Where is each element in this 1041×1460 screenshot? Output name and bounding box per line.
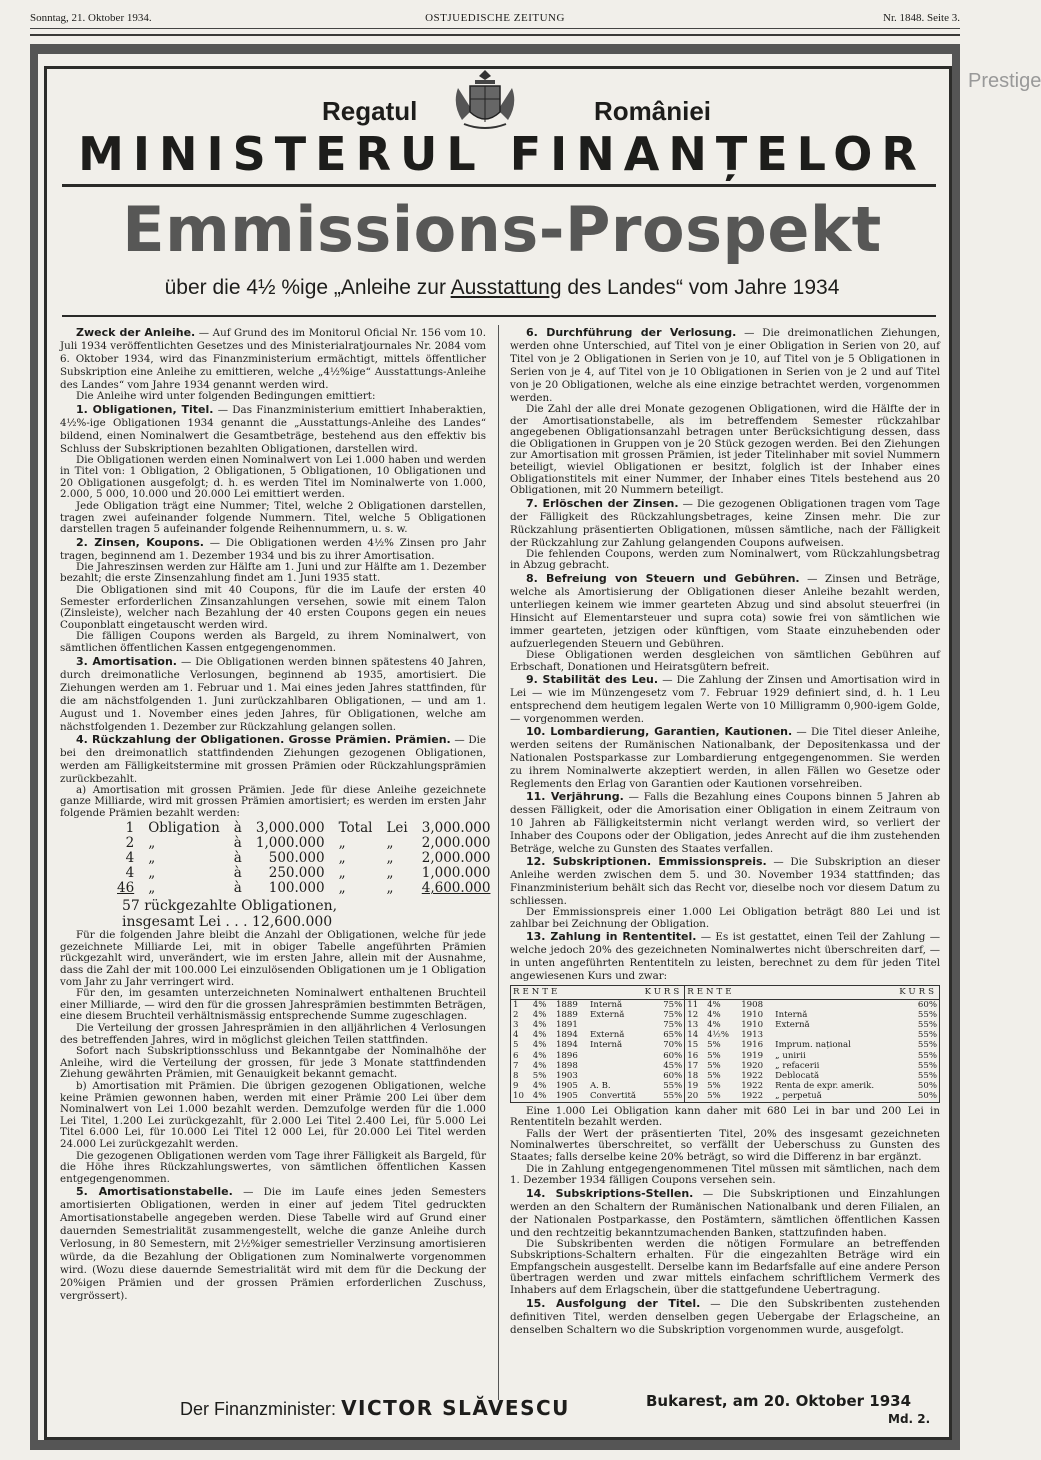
prize-cell: „ (338, 880, 346, 897)
paragraph: Die Subskribenten werden die nötigen Formulare an betreffenden Subskriptions-Schaltern erhalten. Für die eingezahlten Beträge wird ein Empfangschein ausgestellt. Derselbe kann im Bedarfsfalle auf eine andere Person übertragen werden und zwar mittels einfachem schriftlichem Vermerk des Inhabers auf dem Erlagschein, über die stattgefundene Uebertragung. (510, 1237, 940, 1297)
rente-cell: 4% (707, 1009, 721, 1020)
prize-cell: 2,000.000 (421, 850, 491, 867)
rente-cell: 55% (663, 1081, 683, 1092)
rente-cell: Externă (589, 1009, 625, 1020)
prize-cell: Lei (386, 820, 408, 837)
rente-cell: 4% (707, 1019, 721, 1030)
bleed-through-text: Prestige (968, 70, 1041, 92)
paragraph: a) Amortisation mit grossen Prämien. Jede für diese Anleihe gezeichnete ganze Milliarde, wird mit grossen Prämien amortisiert; es werden im ersten Jahr folgende Prämien bezahlt werden: (60, 783, 486, 819)
rente-cell: Imprum. național (775, 1040, 851, 1051)
rente-cell: 55% (917, 1070, 937, 1081)
rente-cell: 4% (532, 1019, 547, 1030)
right-border-band (952, 44, 960, 1450)
rente-cell: Deblocată (775, 1070, 820, 1081)
header-rule (62, 184, 936, 187)
section-13: 13. Zahlung in Rententitel. — Es ist gestattet, einen Teil der Zahlung — welche jedoch 20% des gezeichneten Nominalwertes nicht überschreiten darf, — in unten angeführten Rententiteln zu leisten, berechnet zu dem für jeden Titel angewiesenen Kurs und zwar: (510, 930, 940, 983)
prospectus-title: Emmissions-Prospekt (122, 193, 882, 266)
rente-cell (588, 1071, 654, 1081)
section-5: 5. Amortisationstabelle. — Die im Laufe eines jeden Semesters amortisierten Obligationen, werden in einer auf jedem Titel gedruckten Amortisationstabelle angegeben werden. Diese Tabelle wird auf Grund einer dauernden Semestrialität zusammengestellt, welche die ganze Anleihe durch Verlosung, in 80 Semestern, mit 2½%iger semestrieller Verzinsung amortisieren würde, da die Bezahlung der Obligationen zum Nominalwerte vorgenommen wird. (Wozu diese dauernde Semestrialität wird mit dem für die Deckung der 20%igen Prämien und der grossen Prämien erforderlichen Zuschuss, vergrössert). (60, 1185, 486, 1303)
section-9: 9. Stabilität des Leu. — Die Zahlung der Zinsen und Amortisation wird in Lei — wie im Münzengesetz vom 7. Februar 1929 definiert sind, d. h. 1 Leu entsprechend dem heutigem legalen Werte von 10 Milligramm 0,900-igem Golde, — vorgenommen werden. (510, 673, 940, 726)
rente-cell: „ perpetuă (775, 1091, 822, 1102)
rente-cell: 4% (532, 1009, 547, 1020)
rente-cell: 1891 (555, 1019, 578, 1030)
prize-cell: 1,000.000 (421, 865, 491, 882)
rente-cell: 1910 (741, 1009, 764, 1020)
rente-cell: Convertită (589, 1091, 637, 1102)
section-3: 3. Amortisation. — Die Obligationen werden binnen spätestens 40 Jahren, durch dreimonatliche Verlosungen, beginnend ab 1935, amortisiert. Die Ziehungen werden am 1. Februar und 1. Mai eines jeden Jahres stattfinden, für die am nächstfolgenden 1. Juni zurückzahlbaren Obligationen, — und am 1. August und 1. November eines jeden Jahres, für Obligationen, welche am nächstfolgenden 1. Dezember zur Rückzahlung gelangen sollen. (60, 654, 486, 733)
rente-cell: 1905 (555, 1091, 578, 1102)
rente-row (511, 1020, 940, 1030)
top-border-band (30, 44, 960, 54)
rente-row (511, 1051, 940, 1061)
rente-row (511, 1091, 940, 1102)
place-and-date: Bukarest, am 20. Oktober 1934 (646, 1392, 912, 1410)
rente-row (511, 1040, 940, 1050)
section-1: 1. Obligationen, Titel. — Das Finanzministerium emittiert Inhaberaktien, 4½%-ige Obligationen 1934 genannt die „Ausstattungs-Anleihe des Landes“ bildend, einen Nominalwert die Gesamtbeträge, bestehend aus den effektiv bis Schluss der Subskriptionen bezahlten Obligationen, darstellen wird. (60, 402, 486, 455)
rente-cell: 1903 (555, 1070, 578, 1081)
rente-cell: 55% (917, 1050, 937, 1061)
rente-cell: 1889 (555, 1009, 578, 1020)
rente-cell: 11 (685, 999, 705, 1010)
prize-cell: 3,000.000 (421, 820, 491, 837)
rente-cell: 45% (663, 1060, 683, 1071)
bottom-border-band (30, 1440, 960, 1450)
rente-cell: 5% (532, 1070, 547, 1081)
rente-cell: 4 (513, 1030, 519, 1041)
prize-cell: 100.000 (268, 880, 325, 897)
rente-cell: 16 (685, 1051, 705, 1061)
prize-cell: 4,600.000 (421, 880, 491, 897)
rente-cell: 55% (917, 1009, 937, 1020)
prize-cell: „ (386, 865, 394, 882)
rente-cell: 4% (532, 1081, 547, 1092)
paragraph: Der Emmissionspreis einer 1.000 Lei Obligation beträgt 880 Lei und ist zahlbar bei Zeichnung der Obligation. (510, 906, 940, 930)
rente-cell: 1896 (555, 1050, 578, 1061)
subtitle-rule (62, 315, 936, 317)
paragraph: Die Obligationen sind mit 40 Coupons, für die im Laufe der ersten 40 Semester erforderlichen Zinsanzahlungen versehen, sowie mit einem Talon (Zinsleiste), welcher nach Bezahlung der 40 ersten Coupons gegen ein neues Couponblatt eingetauscht werden wird. (60, 583, 486, 631)
rente-cell: 1922 (741, 1070, 764, 1081)
rente-cell (773, 1030, 908, 1040)
prize-cell: 2 (125, 835, 135, 852)
prize-cell: „ (386, 850, 394, 867)
section-10: 10. Lombardierung, Garantien, Kautionen. — Die Titel dieser Anleihe, werden seitens der Rumänischen Nationalbank, der Depositenkassa und der Nationalen Postsparkasse zur Lombardierung entgegengenommen. Sie werden zu ihrem Nominalwerte akzeptiert werden, in allen Fällen wo Gesetze oder Reglements den Erlag von Garantien oder Kautionen vorsehreiben. (510, 725, 941, 791)
right-column (510, 326, 940, 1336)
rente-cell: 70% (663, 1040, 683, 1051)
rente-row (511, 999, 940, 1010)
rente-row (511, 1081, 940, 1091)
prize-cell: 1 (125, 820, 135, 837)
masthead-issue: Nr. 1848. Seite 3. (883, 12, 960, 24)
prize-cell: à (233, 880, 242, 897)
masthead (30, 12, 960, 29)
prize-cell: 250.000 (268, 865, 325, 882)
rente-cell: 10 (513, 1091, 524, 1102)
paragraph: Eine 1.000 Lei Obligation kann daher mit 680 Lei in bar und 200 Lei in Rententiteln bezahlt werden. (510, 1104, 940, 1129)
rente-cell: 55% (917, 1019, 937, 1030)
rente-row (511, 1071, 940, 1081)
prize-cell: Total (338, 820, 373, 837)
rente-cell: 1908 (741, 999, 764, 1010)
rente-cell: Internă (589, 1040, 623, 1051)
rente-cell: 15 (685, 1040, 705, 1050)
prospectus-subtitle: über die 4½ %ige „Anleihe zur Ausstattung des Landes“ vom Jahre 1934 (164, 276, 840, 299)
prize-cell: „ (148, 865, 156, 882)
section-12: 12. Subskriptionen. Emmissionspreis. — Die Subskription an dieser Anleihe werden zwischen dem 5. und 30. November 1934 stattfinden; das Finanzministerium behält sich das Recht vor, dieselbe noch vor diesem Datum zu schliessen. (510, 855, 941, 908)
minister-signature: Der Finanzminister: VICTOR SLĂVESCU (180, 1396, 570, 1420)
prize-sum-2: insgesamt Lei . . . 12,600.000 (122, 914, 333, 931)
prize-cell: „ (148, 850, 156, 867)
rente-cell: 5 (513, 1040, 519, 1051)
rente-cell (588, 1061, 654, 1071)
prize-cell: „ (386, 880, 394, 897)
prize-cell: Obligation (148, 820, 220, 837)
paragraph: Die Verteilung der grossen Jahresprämien in den alljährlichen 4 Verlosungen des betreffenden Jahres, wird in möglichst gleichen Teilen stattfinden. (60, 1022, 486, 1046)
ad-code: Md. 2. (888, 1412, 931, 1426)
ministry-title: MINISTERUL FINANȚELOR (78, 127, 926, 181)
prize-table (110, 821, 497, 896)
rente-header-left: RENTE KURS (511, 986, 685, 999)
left-column (60, 326, 491, 1303)
prize-cell: 4 (125, 865, 135, 882)
rente-cell: 55% (917, 1060, 937, 1071)
paragraph: b) Amortisation mit Prämien. Die übrigen gezogenen Obligationen, welche keine Prämien gewonnen haben, werden mit einer Prämie 200 Lei über dem Nominalwert von Lei 1.000 bezahlt werden. Demzufolge werden für die 1.000 Lei Titel, 1.200 Lei zurückgezahlt, für 2.000 Lei Titel 2.400 Lei, für 5.000 Lei Titel 6.000 Lei, für 10.000 Lei Titel 12 000 Lei, für 20.000 Lei Titel werden 24.000 Lei zurückgezahlt werden. (60, 1080, 486, 1150)
rente-cell: 4% (532, 1030, 547, 1041)
paragraph: Die gezogenen Obligationen werden vom Tage ihrer Fälligkeit als Bargeld, für die Höhe ihres Rückzahlungswertes, von sämtlichen öffentlichen Kassen entgegengenommen. (60, 1149, 486, 1185)
rente-row (511, 1010, 940, 1020)
left-border-band (30, 44, 38, 1450)
rente-cell: 18 (685, 1071, 705, 1081)
masthead-newspaper: OSTJUEDISCHE ZEITUNG (425, 12, 565, 24)
rente-cell: 1922 (741, 1081, 764, 1092)
rente-cell: 1889 (555, 999, 578, 1010)
prize-cell: „ (148, 880, 156, 897)
rente-cell: 4% (532, 1040, 547, 1051)
paragraph: Die fehlenden Coupons, werden zum Nominalwert, vom Rückzahlungsbetrag in Abzug gebracht. (510, 547, 940, 572)
prize-row (110, 866, 497, 881)
rente-cell: 5% (707, 1081, 721, 1092)
paragraph: Die Anleihe wird unter folgenden Bedingungen emittiert: (76, 390, 376, 402)
rente-cell: 60% (663, 1070, 683, 1081)
rente-cell: 14 (685, 1030, 705, 1040)
prize-cell: 3,000.000 (255, 820, 325, 837)
rente-cell: 1913 (741, 1030, 764, 1041)
rente-row (511, 1061, 940, 1071)
rente-cell: 1894 (555, 1030, 578, 1041)
column-divider (498, 325, 499, 1400)
prize-cell: „ (338, 850, 346, 867)
prize-cell: à (233, 820, 242, 837)
rente-cell: 4½% (707, 1030, 730, 1041)
paragraph: Falls der Wert der präsentierten Titel, 20% des insgesamt gezeichneten Nominalwertes überschreitet, so verfällt der Ueberschuss zu Gunsten des Staates; falls derselbe keine 20% beträgt, so wird die Differenz in bar ergänzt. (510, 1127, 940, 1163)
prize-cell: 1,000.000 (255, 835, 325, 852)
rente-cell: 5% (707, 1091, 721, 1102)
prize-cell: „ (338, 835, 346, 852)
rente-cell: Internă (589, 999, 623, 1010)
rente-cell: 12 (685, 1010, 705, 1020)
rente-cell: „ refacerii (775, 1060, 820, 1071)
paragraph: Für den, im gesamten unterzeichneten Nominalwert enthaltenen Bruchteil einer Milliarde, — wird den für die grossen Jahresprämien bestimmten Beträgen, eine diesem Bruchteil verhältnismässig entsprechende Summe zugeschlagen. (60, 987, 486, 1023)
paragraph: Die fälligen Coupons werden als Bargeld, zu ihrem Nominalwert, von sämtlichen öffentlichen Kassen entgegengenommen. (60, 630, 486, 654)
rente-cell: 75% (663, 999, 683, 1010)
section-zweck: Zweck der Anleihe. — Auf Grund des im Monitorul Oficial Nr. 156 vom 10. Juli 1934 veröffentlichten Gesetzes und des Ministerialratjournales Nr. 2084 vom 6. Oktober 1934, wird das Finanzministerium ermächtigt, mittels öffentlicher Subskription eine Anleihe zu emittieren, welche „4½%ige“ Ausstattungs-Anleihe des Landes“ vom Jahre 1934 genannt werden wird. (60, 326, 487, 391)
rente-cell (588, 1020, 654, 1030)
prize-row (110, 821, 497, 836)
section-8: 8. Befreiung von Steuern und Gebühren. — Zinsen und Beträge, welche als Amortisierung der Obligationen dieser Anleihe bezahlt werden, unterliegen keinem wie immer gearteten Abzug und sind absolut steuerfrei (in Hinsicht auf Elementarsteuer und supra cota) sowie frei von sämtlichen wie immer gearteten, jetzigen oder künftigen, vom Staate einzuhebenden oder aufzuerlegenden Steuern und Gebühren. (510, 571, 940, 650)
rente-cell: 5% (707, 1060, 721, 1071)
prize-cell: „ (386, 835, 394, 852)
rente-cell: 5% (707, 1070, 721, 1081)
rente-cell: 1920 (741, 1060, 764, 1071)
rente-cell: 1 (513, 999, 519, 1010)
paragraph: Für die folgenden Jahre bleibt die Anzahl der Obligationen, welche für jede gezeichnete Milliarde Lei, mit in obiger Tabelle angeführten Prämien rückgezahlt wird, unverändert, wie im ersten Jahre, allein mit der Ausnahme, dass die Zahl der mit 100.000 Lei einzulösenden Obligationen um je 1 Obligation vom Jahr zu Jahr verringert wird. (60, 929, 486, 988)
rente-cell: 3 (513, 1019, 519, 1030)
section-11: 11. Verjährung. — Falls die Bezahlung eines Coupons binnen 5 Jahren ab dessen Fälligkeit, oder die Amorisation einer Obligation in einem Zeitraum von 10 Jahren ab Fälligkeitstermin nicht verlangt werden wird, so verliert der Inhaber des Coupons oder der Obligation, jedes Anrecht auf die ihm zustehenden Beträge, welche zu Gunsten des Staates verfallen. (510, 790, 941, 856)
rente-cell: 60% (917, 999, 937, 1010)
rente-cell: 4% (532, 1091, 547, 1102)
rente-cell: 8 (513, 1070, 519, 1081)
header-regatul: Regatul (322, 96, 418, 126)
paragraph: Jede Obligation trägt eine Nummer; Titel, welche 2 Obligationen darstellen, tragen zwei aufeinander folgende Nummern. Titel, welche 5 Obligationen darstellen tragen 5 aufeinander folgende Reihennummern, u. s. w. (60, 499, 486, 536)
rente-cell: 17 (685, 1061, 705, 1071)
rente-cell: 7 (513, 1060, 519, 1071)
paragraph: Die Obligationen werden einen Nominalwert von Lei 1.000 haben und werden in Titel von: 1 Obligation, 2 Obligationen, 5 Obligationen, 10 Obligationen und 20 Obligationen ausgefolgt; d. h. es werden Titel im Nominalwerte von 1.000, 2.000, 5 000, 10.000 und 20.000 Lei emittiert werden. (60, 453, 486, 501)
prize-cell: 500.000 (268, 850, 325, 867)
paragraph: Die in Zahlung entgegengenommenen Titel müssen mit sämtlichen, nach dem 1. Dezember 1934 fälligen Coupons versehen sein. (510, 1162, 940, 1187)
rente-cell: 19 (685, 1081, 705, 1091)
rente-cell: 60% (663, 1050, 683, 1061)
rente-cell: 55% (663, 1091, 683, 1102)
rente-cell (588, 1051, 654, 1061)
rente-cell: Externă (589, 1030, 625, 1041)
paragraph: Die Jahreszinsen werden zur Hälfte am 1. Juni und zur Hälfte am 1. Dezember bezahlt; die erste Zinsenzahlung findet am 1. Juni 1935 statt. (60, 560, 486, 585)
masthead-date: Sonntag, 21. Oktober 1934. (30, 12, 152, 24)
prize-cell: 2,000.000 (421, 835, 491, 852)
rente-cell: 65% (663, 1030, 683, 1041)
coat-of-arms-icon (450, 66, 520, 132)
rente-cell: 5% (707, 1050, 721, 1061)
prize-cell: „ (338, 865, 346, 882)
rente-cell: 50% (917, 1091, 937, 1102)
prize-row (110, 836, 497, 851)
paragraph: Sofort nach Subskriptionsschluss und Bekanntgabe der Nominalhöhe der Anleihe, wird die Verteilung der grossen, für jede 3 Monate stattfindenden Ziehung gewährten Prämien, mit Genauigkeit bekannt gemacht. (60, 1045, 486, 1081)
paragraph: Diese Obligationen werden desgleichen von sämtlichen Gebühren auf Erbschaft, Donationen und Heiratsgütern befreit. (510, 648, 940, 673)
rente-cell: 4% (532, 1050, 547, 1061)
rente-cell: 50% (917, 1081, 937, 1092)
rente-cell (773, 999, 908, 1010)
rente-cell: Renta de expr. amerik. (775, 1081, 875, 1092)
rente-cell: 1905 (555, 1081, 578, 1092)
section-4: 4. Rückzahlung der Obligationen. Grosse Prämien. Prämien. — Die bei den dreimonatlich stattfindenden Ziehungen gezogenen Obligationen, werden am Fälligkeitstermine mit grossen Prämien oder Rückzahlungsprämien zurückbezahlt. (60, 732, 486, 785)
rente-cell: 1922 (741, 1091, 764, 1102)
rente-cell: „ unirii (775, 1050, 806, 1061)
prize-cell: 4 (125, 850, 135, 867)
rente-cell: 1898 (555, 1060, 578, 1071)
prize-cell: „ (148, 835, 156, 852)
rente-cell: 75% (663, 1009, 683, 1020)
prize-row (110, 881, 497, 896)
rente-cell: 55% (917, 1040, 937, 1051)
prize-cell: à (233, 835, 242, 852)
section-6: 6. Durchführung der Verlosung. — Die dreimonatlichen Ziehungen, werden ohne Unterschied, auf Titel von je einer Obligation in Serien von 20, auf Titel von je 2 Obligationen in Serien von je 10, auf Titel von je 5 Obligationen in Serien von je 4, auf Titel von je 10 Obligationen in Serien von je 2 und auf Titel von je 20 Obligationen, welche als eine einzige betrachtet werden, vorgenommen werden. (510, 326, 940, 404)
prize-row (110, 851, 497, 866)
rente-row (511, 1030, 940, 1040)
rente-cell: 55% (917, 1030, 937, 1041)
rente-cell: 1919 (741, 1050, 764, 1061)
rente-cell: 4% (532, 1060, 547, 1071)
section-7: 7. Erlöschen der Zinsen. — Die gezogenen Obligationen tragen vom Tage der Fälligkeit des Rückzahlungsbetrages, keine Zinsen mehr. Die zur Rückzahlung präsentierten Obligationen, müssen sämtliche, nach der Fälligkeit der Rückzahlung zur Zahlung gelangenden Coupons aufweisen. (510, 496, 940, 549)
rente-cell: 13 (685, 1020, 705, 1030)
rente-cell: 5% (707, 1040, 721, 1051)
section-14: 14. Subskriptions-Stellen. — Die Subskriptionen und Einzahlungen werden an den Schaltern der Rumänischen Nationalbank und deren Filialen, an der Nationalen Postparkasse, den Postämtern, sämtlichen öffentlichen Kassen und den rechtzeitig bekanntzumachenden Banken, stattzufinden haben. (510, 1186, 941, 1239)
rente-cell: A. B. (589, 1081, 611, 1092)
rente-cell: 2 (513, 1009, 519, 1020)
section-2: 2. Zinsen, Koupons. — Die Obligationen werden 4½% Zinsen pro Jahr tragen, beginnend am 1. Dezember 1934 und bis zu ihrer Amortisation. (60, 535, 487, 562)
rente-cell: 9 (513, 1081, 519, 1092)
rente-cell: 4% (707, 999, 721, 1010)
rente-cell: 4% (532, 999, 547, 1010)
section-15: 15. Ausfolgung der Titel. — Die den Subskribenten zustehenden definitiven Titel, werden denselben gegen Uebergabe der Erlagscheine, an denselben Schaltern wo die Subskription vorgenommen wurde, ausgefolgt. (510, 1296, 940, 1336)
top-rule (30, 34, 960, 36)
header-romaniei: României (594, 96, 712, 126)
rente-header-right: RENTE KURS (685, 986, 940, 999)
paragraph: Die Zahl der alle drei Monate gezogenen Obligationen, wird die Hälfte der in der Amortisationstabelle, als im betreffendem Semester rückzahlbar angegebenen Obligationsanzahl betragen unter Berücksichtigung dessen, dass die Obligationen in Gruppen von je 20 Stück gezogen werden. Bei den Ziehungen zur Amortisation mit grossen Prämien, ist jeder Titelinhaber mit soviel Nummern beteiligt, wieviel Obligationen er besitzt, folglich ist der Inhaber eines Obligationstitels mit einer Nummer, der Inhaber eines Titels bestehend aus 20 Obligationen, mit 20 Nummern beteiligt. (510, 403, 940, 497)
rente-cell: 1894 (555, 1040, 578, 1051)
prize-sum-1: 57 rückgezahlte Obligationen, (122, 898, 338, 915)
rente-cell: Internă (775, 1009, 808, 1020)
rente-cell: 20 (685, 1091, 705, 1102)
rente-cell: 1910 (741, 1019, 764, 1030)
rente-cell: 1916 (741, 1040, 764, 1051)
rente-table (510, 985, 940, 1102)
rente-cell: 6 (513, 1050, 519, 1061)
rente-cell: Externă (775, 1019, 810, 1030)
prize-cell: 46 (117, 880, 135, 897)
prize-cell: à (233, 850, 242, 867)
rente-cell: 75% (663, 1019, 683, 1030)
prize-cell: à (233, 865, 242, 882)
